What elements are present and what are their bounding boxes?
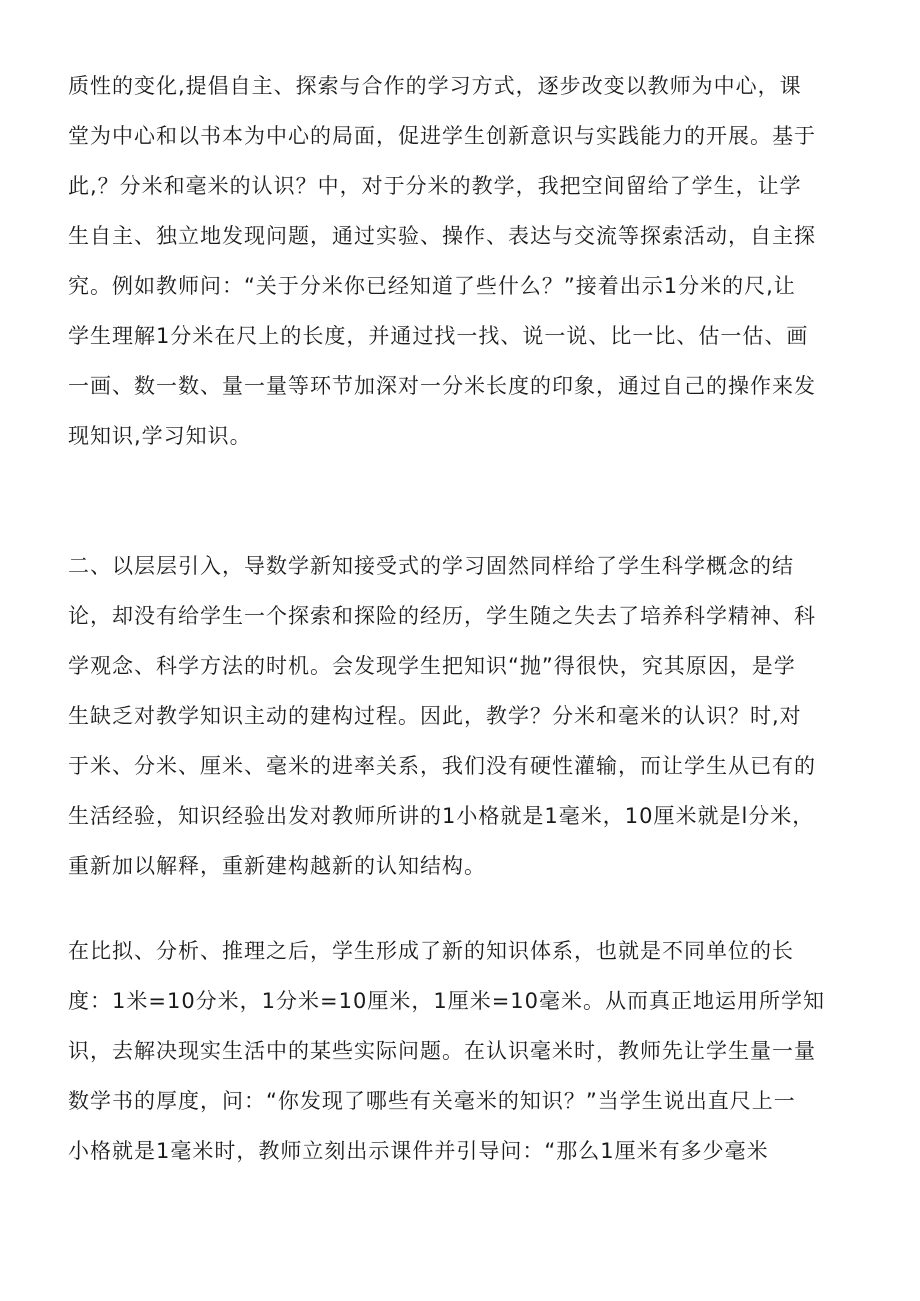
paragraph-2-line-4: 生缺乏对教学知识主动的建构过程。因此，教学？分米和毫米的认识？时,对 [68, 704, 802, 728]
paragraph-2-line-7: 重新加以解释，重新建构越新的认知结构。 [68, 854, 486, 878]
paragraph-3-line-3: 识，去解决现实生活中的某些实际问题。在认识毫米时，教师先让学生量一量 [68, 1039, 816, 1063]
paragraph-2-line-1: 二、以层层引入，导数学新知接受式的学习固然同样给了学生科学概念的结 [68, 554, 794, 578]
paragraph-2-line-2: 论，却没有给学生一个探索和探险的经历，学生随之失去了培养科学精神、科 [68, 604, 816, 628]
paragraph-1-line-8: 现知识,学习知识。 [68, 424, 252, 448]
paragraph-1-line-4: 生自主、独立地发现问题，通过实验、操作、表达与交流等探索活动，自主探 [68, 224, 816, 248]
paragraph-1-line-5: 究。例如教师问：“关于分米你已经知道了些什么？”接着出示1分米的尺,让 [68, 274, 796, 298]
paragraph-3-line-5: 小格就是1毫米时，教师立刻出示课件并引导问：“那么1厘米有多少毫米 [68, 1139, 769, 1163]
paragraph-3-line-2: 度：1米=10分米，1分米=10厘米，1厘米=10毫米。从而真正地运用所学知 [68, 989, 826, 1013]
paragraph-2-line-5: 于米、分米、厘米、毫米的进率关系，我们没有硬性灌输，而让学生从已有的 [68, 754, 816, 778]
paragraph-1-line-2: 堂为中心和以书本为中心的局面，促进学生创新意识与实践能力的开展。基于 [68, 124, 816, 148]
paragraph-1-line-3: 此,？分米和毫米的认识？中，对于分米的教学，我把空间留给了学生，让学 [68, 174, 802, 198]
paragraph-2-line-3: 学观念、科学方法的时机。会发现学生把知识“抛”得很快，究其原因，是学 [68, 654, 796, 678]
paragraph-3-line-1: 在比拟、分析、推理之后，学生形成了新的知识体系，也就是不同单位的长 [68, 939, 794, 963]
paragraph-1-line-6: 学生理解1分米在尺上的长度，并通过找一找、说一说、比一比、估一估、画 [68, 324, 809, 348]
paragraph-1-line-1: 质性的变化,提倡自主、探索与合作的学习方式，逐步改变以教师为中心，课 [68, 74, 802, 98]
paragraph-3-line-4: 数学书的厚度，问：“你发现了哪些有关毫米的知识？”当学生说出直尺上一 [68, 1089, 796, 1113]
paragraph-1-line-7: 一画、数一数、量一量等环节加深对一分米长度的印象，通过自己的操作来发 [68, 374, 816, 398]
paragraph-2-line-6: 生活经验，知识经验出发对教师所讲的1小格就是1毫米，10厘米就是l分米， [68, 804, 815, 828]
